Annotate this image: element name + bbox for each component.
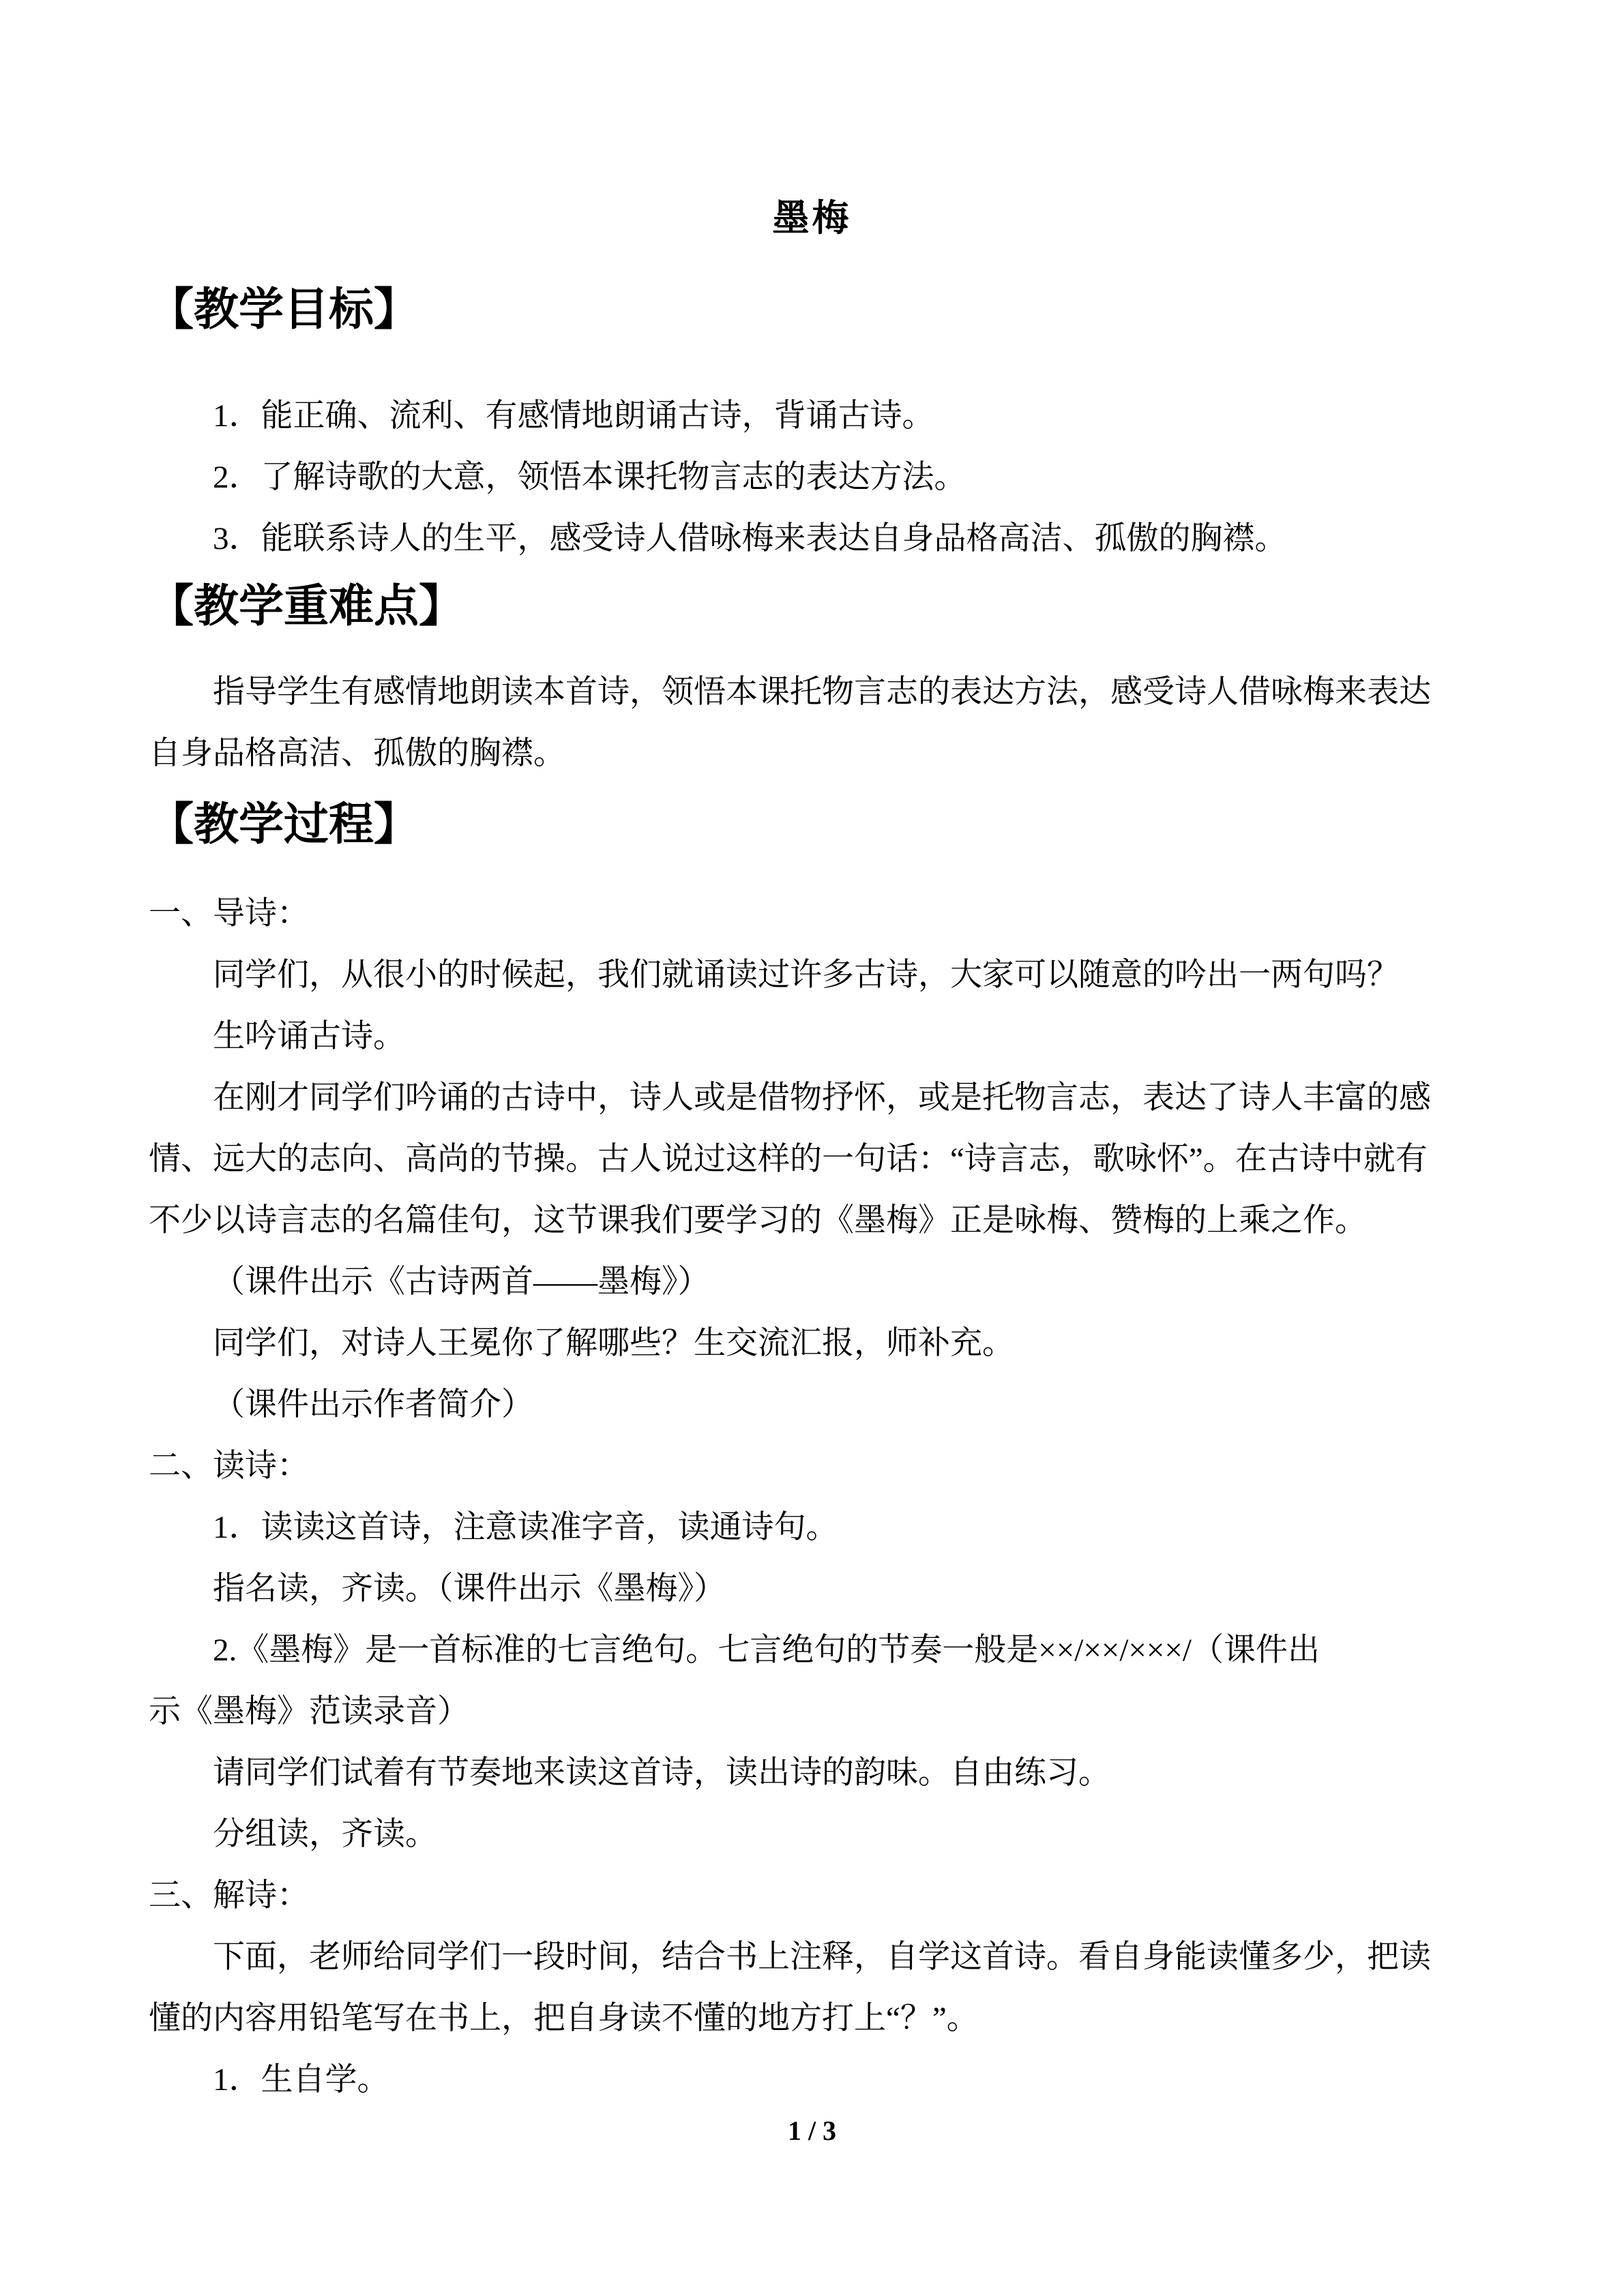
process-line: 一、导诗： [149,896,309,931]
process-line: 二、读诗： [149,1448,309,1484]
objective-item: 3．能联系诗人的生平，感受诗人借咏梅来表达自身品格高洁、孤傲的胸襟。 [213,521,1287,556]
process-line: 同学们，对诗人王冕你了解哪些？生交流汇报，师补充。 [213,1326,1014,1361]
key-points-paragraph [149,661,1475,784]
page-number: 1 / 3 [787,2115,837,2146]
process-line: 生吟诵古诗。 [213,1019,405,1054]
process-line: 请同学们试着有节奏地来读这首诗，读出诗的韵味。自由练习。 [213,1755,1110,1791]
objective-item: 1．能正确、流利、有感情地朗诵古诗，背诵古诗。 [213,398,934,434]
section-heading-objectives: 【教学目标】 [149,285,419,335]
text-line: 自身品格高洁、孤傲的胸襟。 [149,736,565,771]
process-line: 1．生自学。 [213,2062,389,2098]
process-line: 在刚才同学们吟诵的古诗中，诗人或是借物抒怀，或是托物言志，表达了诗人丰富的感 [213,1080,1431,1116]
process-line: 不少以诗言志的名篇佳句，这节课我们要学习的《墨梅》正是咏梅、赞梅的上乘之作。 [149,1203,1367,1238]
section-heading-process: 【教学过程】 [149,800,419,850]
objective-item: 2．了解诗歌的大意，领悟本课托物言志的表达方法。 [213,460,966,495]
process-line: 1．读读这首诗，注意读准字音，读通诗句。 [213,1510,838,1545]
text-line: 指导学生有感情地朗读本首诗，领悟本课托物言志的表达方法，感受诗人借咏梅来表达 [213,674,1431,710]
process-line: 下面，老师给同学们一段时间，结合书上注释，自学这首诗。看自身能读懂多少，把读 [213,1939,1431,1975]
process-line: 2.《墨梅》是一首标准的七言绝句。七言绝句的节奏一般是××/××/×××/（课件出 [213,1632,1320,1668]
process-line: （课件出示《古诗两首——墨梅》） [213,1264,710,1300]
process-line: 情、远大的志向、高尚的节操。古人说过这样的一句话：“诗言志，歌咏怀”。在古诗中就有 [149,1142,1428,1177]
section-heading-key-points: 【教学重难点】 [149,582,464,631]
document-title: 墨梅 [772,198,852,239]
objectives-list [149,385,1475,569]
process-line: 三、解诗： [149,1878,309,1913]
process-line: 示《墨梅》范读录音） [149,1694,469,1729]
process-body [149,883,1475,2111]
process-line: 指名读，齐读。（课件出示《墨梅》） [213,1571,726,1607]
process-line: 同学们，从很小的时候起，我们就诵读过许多古诗，大家可以随意的吟出一两句吗？ [213,957,1399,993]
process-line: （课件出示作者简介） [213,1387,533,1422]
process-line: 分组读，齐读。 [213,1817,437,1852]
process-line: 懂的内容用铅笔写在书上，把自身读不懂的地方打上“？”。 [149,2001,979,2036]
